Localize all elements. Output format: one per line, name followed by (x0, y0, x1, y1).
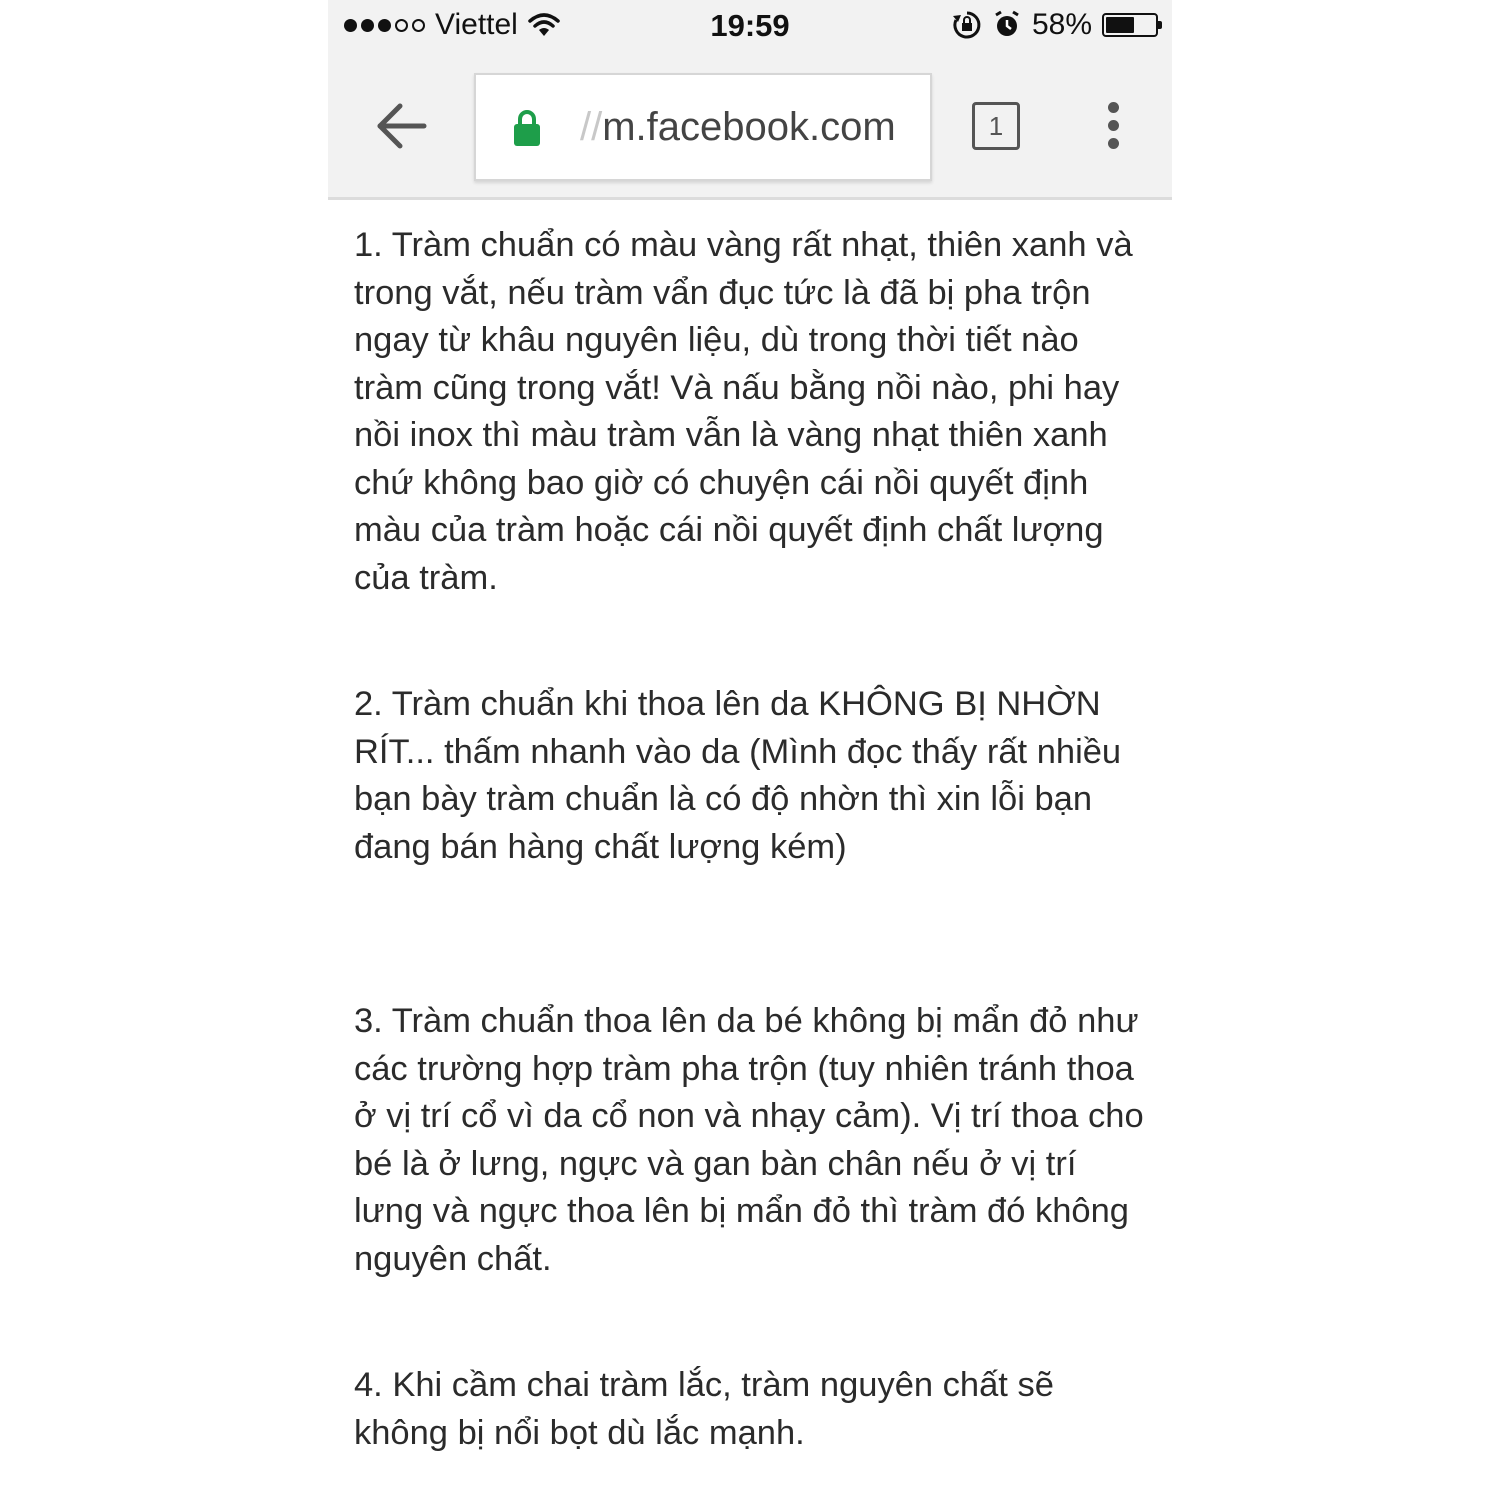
menu-dot (1108, 102, 1119, 113)
paragraph-2: 2. Tràm chuẩn khi thoa lên da KHÔNG BỊ NHỜN RÍT... thấm nhanh vào da (Mình đọc thấy rất nhiều bạn bày tràm chuẩn là có độ nhờn thì xin lỗi bạn đang bán hàng chất lượng kém) (354, 685, 1122, 866)
paragraph-4: 4. Khi cầm chai tràm lắc, tràm nguyên chất sẽ không bị nổi bọt dù lắc mạnh. (354, 1366, 1054, 1452)
url-scheme: // (580, 105, 603, 149)
paragraph-1: 1. Tràm chuẩn có màu vàng rất nhạt, thiên xanh và trong vắt, nếu tràm vẩn đục tức là đã bị pha trộn ngay từ khâu nguyên liệu, dù trong thời tiết nào tràm cũng trong vắt! Và nấu bằng nồi nào, phi hay nồi inox thì màu tràm vẫn là vàng nhạt thiên xanh chứ không bao giờ có chuyện cái nồi quyết định màu của tràm hoặc cái nồi quyết định chất lượng của tràm. (354, 226, 1133, 597)
rotation-lock-icon (952, 10, 982, 40)
battery-icon (1102, 13, 1158, 37)
menu-dot (1108, 120, 1119, 131)
address-bar[interactable] (474, 73, 932, 181)
tabs-icon[interactable]: 1 (972, 102, 1020, 150)
battery-percent: 58% (1031, 8, 1092, 41)
back-arrow-icon[interactable] (372, 96, 432, 156)
status-bar (328, 0, 1172, 56)
url-host: m.facebook.com (602, 105, 896, 149)
carrier-name: Viettel (435, 8, 518, 41)
alarm-icon (992, 10, 1022, 40)
battery-level (1106, 17, 1134, 33)
paragraph-3: 3. Tràm chuẩn thoa lên da bé không bị mẩn đỏ như các trường hợp tràm pha trộn (tuy nhiên tránh thoa ở vị trí cổ vì da cổ non và nhạy cảm). Vị trí thoa cho bé là ở lưng, ngực và gan bàn chân nếu ở vị trí lưng và ngực thoa lên bị mẩn đỏ thì tràm đó không nguyên chất. (354, 1002, 1144, 1278)
status-right (952, 8, 1158, 42)
phone-screen (328, 0, 1172, 1500)
overflow-menu-icon[interactable] (1098, 102, 1128, 158)
menu-dot (1108, 138, 1119, 149)
url-text (580, 105, 896, 150)
browser-toolbar (328, 56, 1172, 200)
status-time: 19:59 (710, 8, 790, 43)
lock-icon (512, 109, 542, 147)
